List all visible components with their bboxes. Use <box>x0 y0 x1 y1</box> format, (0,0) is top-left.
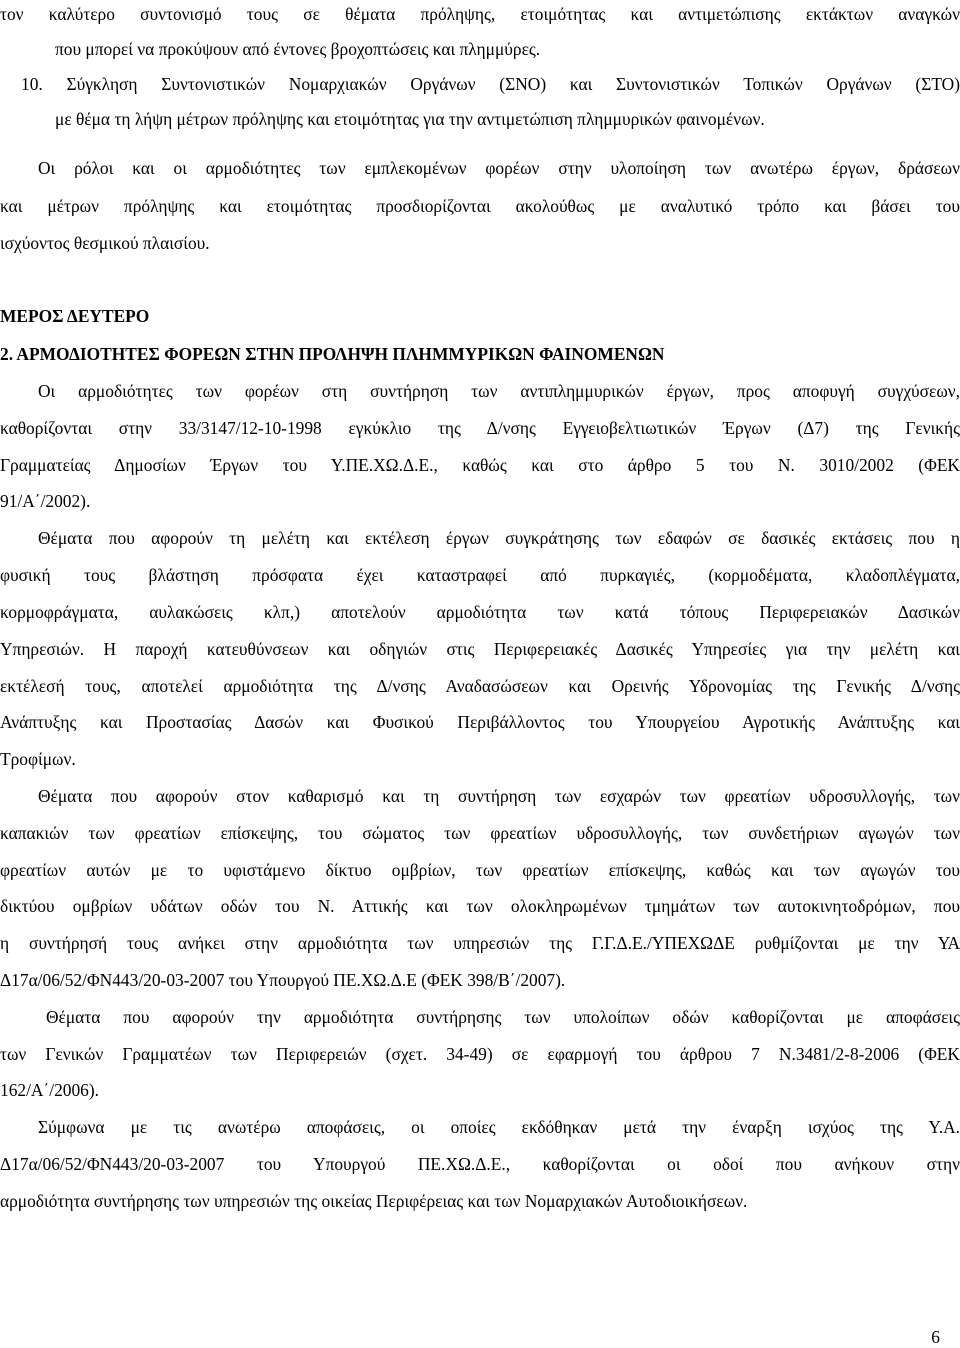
subsection-heading: 2. ΑΡΜΟΔΙΟΤΗΤΕΣ ΦΟΡΕΩΝ ΣΤΗΝ ΠΡΟΛΗΨΗ ΠΛΗΜΜΥΡΙΚΩΝ ΦΑΙΝΟΜΕΝΩΝ <box>0 344 665 364</box>
text-line: με θέμα τη λήψη μέτρων πρόληψης και ετοιμότητας για την αντιμετώπιση πλημμυρικών φαινομένων. <box>55 109 765 129</box>
text-line: τον καλύτερο συντονισμό τους σε θέματα πρόληψης, ετοιμότητας και αντιμετώπισης εκτάκτων αναγκών <box>0 4 960 24</box>
text-line: Δ17α/06/52/ΦΝ443/20-03-2007 του Υπουργού ΠΕ.ΧΩ.Δ.Ε (ΦΕΚ 398/Β΄/2007). <box>0 970 566 990</box>
paragraph-start: Θέματα που αφορούν την αρμοδιότητα συντήρησης των υπολοίπων οδών καθορίζονται με αποφάσεις <box>46 1007 960 1027</box>
text-line: φυσική τους βλάστηση πρόσφατα έχει καταστραφεί από πυρκαγιές, (κορμοδέματα, κλαδοπλέγματα, <box>0 565 960 585</box>
text-line: κορμοφράγματα, αυλακώσεις κλπ,) αποτελούν αρμοδιότητα των κατά τόπους Περιφερειακών Δασικών <box>0 602 960 622</box>
text-line: εκτέλεσή τους, αποτελεί αρμοδιότητα της Δ/νσης Αναδασώσεων και Ορεινής Υδρονομίας της Γενικής Δ/νσης <box>0 676 960 696</box>
text-line: 162/Α΄/2006). <box>0 1080 100 1100</box>
text-line: που μπορεί να προκύψουν από έντονες βροχοπτώσεις και πλημμύρες. <box>55 39 541 59</box>
text-line: Γραμματείας Δημοσίων Έργων του Υ.ΠΕ.ΧΩ.Δ.Ε., καθώς και στο άρθρο 5 του Ν. 3010/2002 (ΦΕΚ <box>0 455 960 475</box>
text-line: 91/Α΄/2002). <box>0 491 91 511</box>
text-line: καθορίζονται στην 33/3147/12-10-1998 εγκύκλιο της Δ/νσης Εγγειοβελτιωτικών Έργων (Δ7) της Γενικής <box>0 418 960 438</box>
section-heading: ΜΕΡΟΣ ΔΕΥΤΕΡΟ <box>0 306 150 326</box>
paragraph-start: Σύμφωνα με τις ανωτέρω αποφάσεις, οι οποίες εκδόθηκαν μετά την έναρξη ισχύος της Υ.Α. <box>38 1117 960 1137</box>
text-line: Τροφίμων. <box>0 749 76 769</box>
paragraph-start: Οι αρμοδιότητες των φορέων στη συντήρηση των αντιπλημμυρικών έργων, προς αποφυγή συγχύσεων, <box>38 381 960 401</box>
text-line: φρεατίων αυτών με το υφιστάμενο δίκτυο ομβρίων, των φρεατίων επίσκεψης, καθώς και των αγωγών του <box>0 860 960 880</box>
text-line: αρμοδιότητα συντήρησης των υπηρεσιών της οικείας Περιφέρειας και των Νομαρχιακών Αυτοδιοικήσεων. <box>0 1191 748 1211</box>
text-line: Δ17α/06/52/ΦΝ443/20-03-2007 του Υπουργού ΠΕ.ΧΩ.Δ.Ε., καθορίζονται οι οδοί που ανήκουν στην <box>0 1154 960 1174</box>
paragraph-start: Οι ρόλοι και οι αρμοδιότητες των εμπλεκομένων φορέων στην υλοποίηση των ανωτέρω έργων, δράσεων <box>38 158 960 178</box>
page-number: 6 <box>931 1327 940 1347</box>
text-line: η συντήρησή τους ανήκει στην αρμοδιότητα των υπηρεσιών της Γ.Γ.Δ.Ε./ΥΠΕΧΩΔΕ ρυθμίζονται με την ΥΑ <box>0 933 960 953</box>
text-line: και μέτρων πρόληψης και ετοιμότητας προσδιορίζονται ακολούθως με αναλυτικό τρόπο και βάσει του <box>0 196 960 216</box>
text-line: των Γενικών Γραμματέων των Περιφερειών (σχετ. 34-49) σε εφαρμογή του άρθρου 7 Ν.3481/2-8-2006 (ΦΕΚ <box>0 1044 960 1064</box>
text-line: δικτύου ομβρίων υδάτων οδών του Ν. Αττικής και των ολοκληρωμένων τμημάτων των αυτοκινητοδρόμων, που <box>0 896 960 916</box>
text-line: Υπηρεσιών. Η παροχή κατευθύνσεων και οδηγιών στις Περιφερειακές Δασικές Υπηρεσίες για την μελέτη και <box>0 639 960 659</box>
paragraph-start: Θέματα που αφορούν τη μελέτη και εκτέλεση έργων συγκράτησης των εδαφών σε δασικές εκτάσεις που η <box>38 528 960 548</box>
paragraph-start: Θέματα που αφορούν στον καθαρισμό και τη συντήρηση των εσχαρών των φρεατίων υδροσυλλογής, των <box>38 786 960 806</box>
text-line: ισχύοντος θεσμικού πλαισίου. <box>0 233 210 253</box>
text-line: Ανάπτυξης και Προστασίας Δασών και Φυσικού Περιβάλλοντος του Υπουργείου Αγροτικής Ανάπτυξης και <box>0 712 960 732</box>
list-item-10: 10. Σύγκληση Συντονιστικών Νομαρχιακών Οργάνων (ΣΝΟ) και Συντονιστικών Τοπικών Οργάνων (ΣΤΟ) <box>21 74 960 94</box>
text-line: καπακιών των φρεατίων επίσκεψης, του σώματος των φρεατίων υδροσυλλογής, των συνδετήριων αγωγών των <box>0 823 960 843</box>
